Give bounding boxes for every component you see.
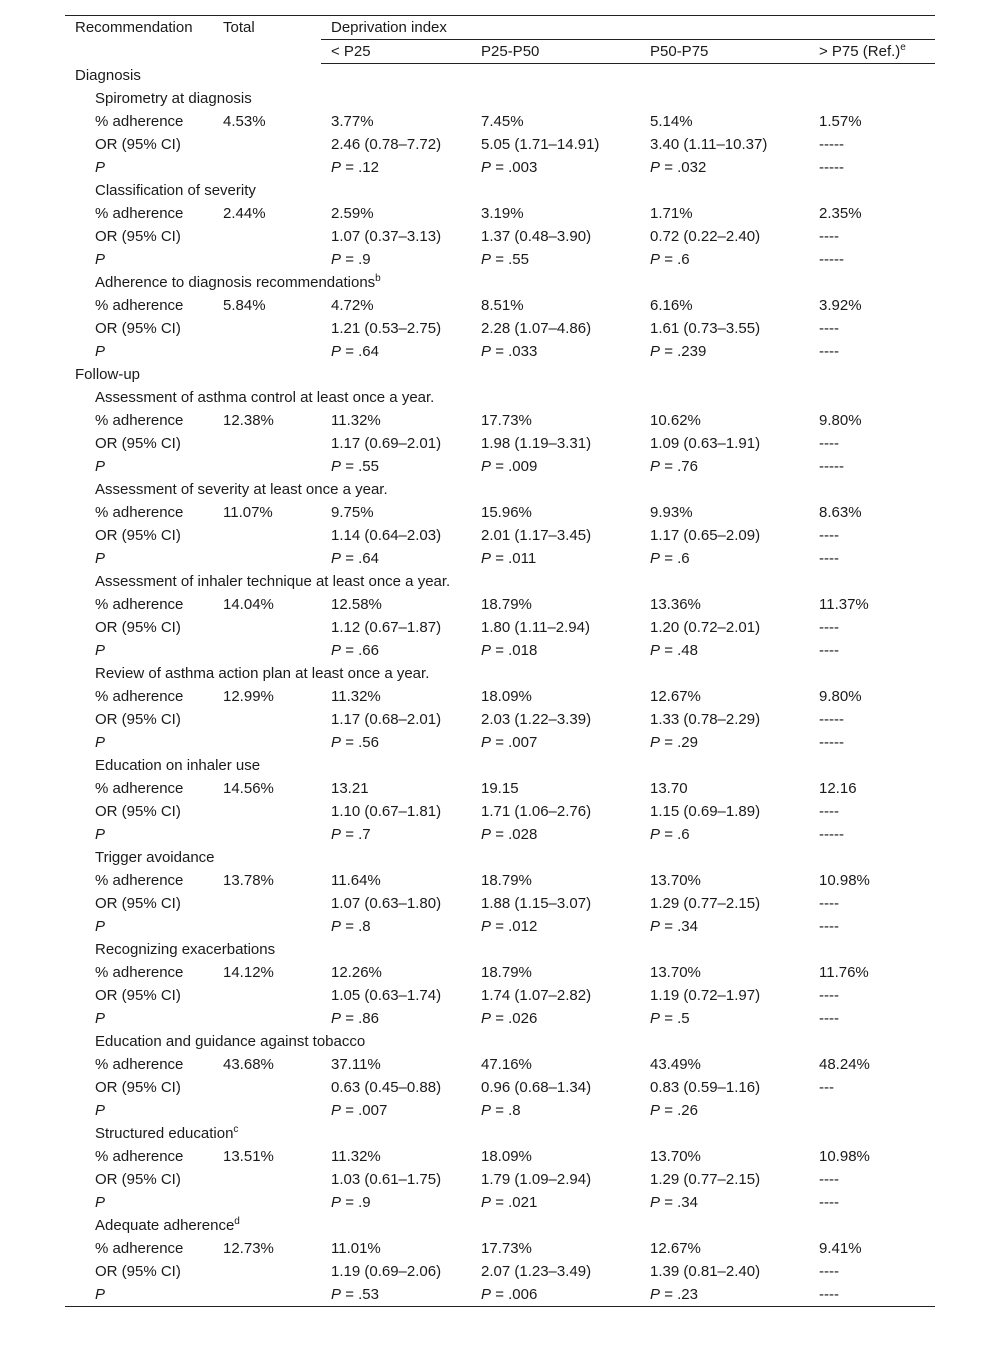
row-label: OR (95% CI) <box>95 619 181 636</box>
total-value: 12.73% <box>223 1240 274 1257</box>
adherence-value: 3.77% <box>331 113 374 130</box>
or-value: ---- <box>819 619 839 636</box>
item-title: Adequate adherence$^d$ <box>95 1216 240 1234</box>
adherence-value: 1.57% <box>819 113 862 130</box>
or-value: 1.05 (0.63–1.74) <box>331 987 442 1004</box>
p-value: P = .028 <box>481 826 538 843</box>
p-value: ---- <box>819 1010 839 1027</box>
p-value: ----- <box>819 159 844 176</box>
item-title-row <box>65 271 935 294</box>
row-label: % adherence <box>95 205 184 222</box>
or-row <box>65 708 935 731</box>
or-value: ---- <box>819 1263 839 1280</box>
item-title-row <box>65 478 935 501</box>
or-value: 1.29 (0.77–2.15) <box>650 1171 761 1188</box>
total-value: 14.56% <box>223 780 274 797</box>
row-label: P <box>95 918 106 935</box>
p-value: P = .012 <box>481 918 538 935</box>
p-value: P = .76 <box>650 458 698 475</box>
adherence-value: 18.79% <box>481 596 532 613</box>
or-row <box>65 800 935 823</box>
or-row <box>65 133 935 156</box>
total-value: 14.04% <box>223 596 274 613</box>
adherence-row <box>65 202 935 225</box>
adherence-value: 13.21 <box>331 780 369 797</box>
p-value: P = .34 <box>650 918 698 935</box>
adherence-value: 11.76% <box>819 964 869 981</box>
row-label: P <box>95 734 106 751</box>
p-value: ----- <box>819 734 844 751</box>
row-label: % adherence <box>95 596 184 613</box>
row-label: OR (95% CI) <box>95 435 181 452</box>
item-title: Recognizing exacerbations <box>95 941 276 958</box>
or-value: 0.83 (0.59–1.16) <box>650 1079 761 1096</box>
or-value: 1.61 (0.73–3.55) <box>650 320 761 337</box>
header-q2: P25-P50 <box>481 40 650 64</box>
or-row <box>65 1076 935 1099</box>
adherence-value: 37.11% <box>331 1056 381 1073</box>
adherence-value: 10.98% <box>819 872 870 889</box>
section-row <box>65 64 935 88</box>
p-value: P = .64 <box>331 550 379 567</box>
item-title: Education on inhaler use <box>95 757 261 774</box>
adherence-value: 9.41% <box>819 1240 862 1257</box>
or-row <box>65 1168 935 1191</box>
p-row <box>65 731 935 754</box>
row-label: OR (95% CI) <box>95 895 181 912</box>
or-row <box>65 616 935 639</box>
row-label: P <box>95 251 106 268</box>
adherence-value: 15.96% <box>481 504 532 521</box>
or-value: 1.12 (0.67–1.87) <box>331 619 442 636</box>
header-q1: < P25 <box>321 40 481 64</box>
row-label: OR (95% CI) <box>95 803 181 820</box>
section-row <box>65 363 935 386</box>
header-recommendation: Recommendation <box>65 16 223 40</box>
total-value: 4.53% <box>223 113 266 130</box>
adherence-value: 11.32% <box>331 688 381 705</box>
adherence-value: 11.37% <box>819 596 869 613</box>
or-value: 1.17 (0.65–2.09) <box>650 527 761 544</box>
or-value: 1.29 (0.77–2.15) <box>650 895 761 912</box>
or-value: 1.17 (0.68–2.01) <box>331 711 442 728</box>
p-value: P = .66 <box>331 642 379 659</box>
or-value: 1.07 (0.37–3.13) <box>331 228 442 245</box>
or-value: 1.88 (1.15–3.07) <box>481 895 592 912</box>
or-row <box>65 984 935 1007</box>
p-value: P = .8 <box>331 918 371 935</box>
adherence-value: 2.59% <box>331 205 374 222</box>
row-label: % adherence <box>95 297 184 314</box>
adherence-value: 9.93% <box>650 504 693 521</box>
p-row <box>65 248 935 271</box>
or-row <box>65 317 935 340</box>
row-label: OR (95% CI) <box>95 1171 181 1188</box>
p-value: ----- <box>819 458 844 475</box>
total-value: 5.84% <box>223 297 266 314</box>
item-title-row <box>65 1122 935 1145</box>
p-value: P = .55 <box>481 251 529 268</box>
adherence-value: 8.51% <box>481 297 524 314</box>
total-value: 12.99% <box>223 688 274 705</box>
adherence-value: 11.01% <box>331 1240 381 1257</box>
row-label: % adherence <box>95 113 184 130</box>
p-value: P = .64 <box>331 343 379 360</box>
adherence-value: 13.70% <box>650 1148 701 1165</box>
adherence-value: 13.36% <box>650 596 701 613</box>
row-label: P <box>95 642 106 659</box>
header-row-2 <box>65 40 935 64</box>
item-title-row <box>65 938 935 961</box>
total-value: 14.12% <box>223 964 274 981</box>
adherence-table <box>65 15 935 1307</box>
adherence-value: 18.79% <box>481 872 532 889</box>
or-value: ----- <box>819 711 844 728</box>
header-q3: P50-P75 <box>650 40 819 64</box>
row-label: % adherence <box>95 1148 184 1165</box>
adherence-row <box>65 110 935 133</box>
p-value: P = .56 <box>331 734 379 751</box>
p-value: ---- <box>819 642 839 659</box>
adherence-value: 9.80% <box>819 688 862 705</box>
adherence-value: 10.62% <box>650 412 701 429</box>
or-value: 2.28 (1.07–4.86) <box>481 320 592 337</box>
adherence-value: 18.09% <box>481 1148 532 1165</box>
or-value: 1.39 (0.81–2.40) <box>650 1263 761 1280</box>
adherence-row <box>65 294 935 317</box>
adherence-row <box>65 501 935 524</box>
or-value: --- <box>819 1079 834 1096</box>
or-value: ---- <box>819 1171 839 1188</box>
total-value: 13.51% <box>223 1148 274 1165</box>
adherence-value: 18.79% <box>481 964 532 981</box>
item-title: Assessment of inhaler technique at least once a year. <box>95 573 451 590</box>
p-row <box>65 639 935 662</box>
or-row <box>65 524 935 547</box>
or-value: 3.40 (1.11–10.37) <box>650 136 768 153</box>
adherence-value: 10.98% <box>819 1148 870 1165</box>
row-label: % adherence <box>95 412 184 429</box>
adherence-value: 13.70% <box>650 964 701 981</box>
p-value: ----- <box>819 826 844 843</box>
item-title-row <box>65 846 935 869</box>
adherence-value: 3.92% <box>819 297 862 314</box>
item-title-row <box>65 179 935 202</box>
adherence-value: 12.67% <box>650 688 701 705</box>
p-value: P = .29 <box>650 734 698 751</box>
p-value: ---- <box>819 343 839 360</box>
p-value: P = .011 <box>481 550 537 567</box>
or-value: ---- <box>819 895 839 912</box>
or-value: 2.07 (1.23–3.49) <box>481 1263 592 1280</box>
footnote-mark: b <box>375 273 381 284</box>
p-value: P = .6 <box>650 550 690 567</box>
p-value: P = .033 <box>481 343 538 360</box>
adherence-value: 11.32% <box>331 1148 381 1165</box>
adherence-value: 8.63% <box>819 504 862 521</box>
or-value: 1.09 (0.63–1.91) <box>650 435 761 452</box>
or-value: 1.20 (0.72–2.01) <box>650 619 761 636</box>
item-title-row <box>65 754 935 777</box>
p-value: P = .006 <box>481 1283 650 1307</box>
adherence-value: 17.73% <box>481 1240 532 1257</box>
row-label: OR (95% CI) <box>95 527 181 544</box>
or-value: 1.74 (1.07–2.82) <box>481 987 592 1004</box>
or-value: ---- <box>819 803 839 820</box>
header-deprivation-index: Deprivation index <box>321 16 935 40</box>
row-label: OR (95% CI) <box>95 1079 181 1096</box>
adherence-value: 6.16% <box>650 297 693 314</box>
p-value: P = .007 <box>331 1102 388 1119</box>
adherence-value: 47.16% <box>481 1056 532 1073</box>
adherence-value: 9.75% <box>331 504 374 521</box>
row-label: P <box>95 1102 106 1119</box>
item-title: Spirometry at diagnosis <box>95 90 252 107</box>
p-value: ---- <box>819 1283 935 1307</box>
adherence-value: 43.49% <box>650 1056 701 1073</box>
or-value: 0.72 (0.22–2.40) <box>650 228 761 245</box>
row-label: OR (95% CI) <box>95 228 181 245</box>
adherence-value: 11.64% <box>331 872 381 889</box>
or-value: ---- <box>819 435 839 452</box>
item-title: Adherence to diagnosis recommendations$^b$ <box>95 273 381 291</box>
adherence-row <box>65 1145 935 1168</box>
or-row <box>65 225 935 248</box>
p-value: P = .6 <box>650 251 690 268</box>
section-title: Diagnosis <box>75 67 141 84</box>
item-title-row <box>65 1030 935 1053</box>
adherence-row <box>65 409 935 432</box>
total-value: 2.44% <box>223 205 266 222</box>
adherence-row <box>65 1237 935 1260</box>
or-value: 1.15 (0.69–1.89) <box>650 803 761 820</box>
adherence-value: 3.19% <box>481 205 524 222</box>
or-value: 1.10 (0.67–1.81) <box>331 803 442 820</box>
adherence-value: 12.16 <box>819 780 857 797</box>
or-value: 1.71 (1.06–2.76) <box>481 803 592 820</box>
row-label: OR (95% CI) <box>95 1263 181 1280</box>
or-value: 1.98 (1.19–3.31) <box>481 435 592 452</box>
row-label: % adherence <box>95 688 184 705</box>
row-label: % adherence <box>95 780 184 797</box>
item-title-row <box>65 1214 935 1237</box>
or-value: 1.80 (1.11–2.94) <box>481 619 590 636</box>
p-value: P = .12 <box>331 159 379 176</box>
adherence-row <box>65 593 935 616</box>
p-row <box>65 915 935 938</box>
adherence-value: 7.45% <box>481 113 524 130</box>
header-row-1 <box>65 16 935 40</box>
or-value: 1.79 (1.09–2.94) <box>481 1171 592 1188</box>
p-value: P = .5 <box>650 1010 690 1027</box>
adherence-value: 19.15 <box>481 780 519 797</box>
p-row <box>65 1099 935 1122</box>
row-label: % adherence <box>95 1240 184 1257</box>
p-value: P = .007 <box>481 734 538 751</box>
row-label: P <box>95 458 106 475</box>
p-value: ---- <box>819 550 839 567</box>
adherence-value: 1.71% <box>650 205 693 222</box>
or-value: 1.03 (0.61–1.75) <box>331 1171 442 1188</box>
item-title: Structured education$^c$ <box>95 1124 239 1142</box>
or-value: 2.01 (1.17–3.45) <box>481 527 592 544</box>
row-label: P <box>95 1010 106 1027</box>
or-value: 2.46 (0.78–7.72) <box>331 136 442 153</box>
total-value: 11.07% <box>223 504 273 521</box>
row-label: OR (95% CI) <box>95 987 181 1004</box>
p-value: P = .009 <box>481 458 538 475</box>
or-value: ---- <box>819 987 839 1004</box>
or-value: 1.21 (0.53–2.75) <box>331 320 442 337</box>
p-row <box>65 823 935 846</box>
or-value: 2.03 (1.22–3.39) <box>481 711 592 728</box>
p-row <box>65 1007 935 1030</box>
or-value: 1.19 (0.72–1.97) <box>650 987 761 1004</box>
row-label: OR (95% CI) <box>95 320 181 337</box>
p-row <box>65 547 935 570</box>
p-value: P = .48 <box>650 642 698 659</box>
header-q4: > P75 $(Ref.)^e$ <box>819 40 935 64</box>
or-value: ---- <box>819 228 839 245</box>
p-value: P = .032 <box>650 159 707 176</box>
p-value: P = .55 <box>331 458 379 475</box>
footnote-mark: c <box>233 1124 239 1135</box>
row-label: OR (95% CI) <box>95 711 181 728</box>
item-title: Review of asthma action plan at least once a year. <box>95 665 430 682</box>
total-value: 13.78% <box>223 872 274 889</box>
item-title-row <box>65 87 935 110</box>
row-label: P <box>95 1194 106 1211</box>
or-value: ----- <box>819 136 844 153</box>
or-value: 1.37 (0.48–3.90) <box>481 228 592 245</box>
adherence-value: 12.67% <box>650 1240 701 1257</box>
p-value: P = .003 <box>481 159 538 176</box>
row-label: % adherence <box>95 1056 184 1073</box>
p-value: P = .53 <box>321 1283 481 1307</box>
adherence-value: 13.70% <box>650 872 701 889</box>
adherence-row <box>65 961 935 984</box>
p-row <box>65 156 935 179</box>
p-value: P = .026 <box>481 1010 538 1027</box>
item-title: Assessment of asthma control at least once a year. <box>95 389 435 406</box>
adherence-value: 12.58% <box>331 596 382 613</box>
adherence-value: 5.14% <box>650 113 693 130</box>
row-label: P <box>95 159 106 176</box>
p-value: P = .34 <box>650 1194 698 1211</box>
item-title: Trigger avoidance <box>95 849 215 866</box>
footnote-mark: d <box>234 1216 240 1227</box>
p-row <box>65 1283 935 1307</box>
header-total: Total <box>223 16 321 40</box>
or-value: 1.07 (0.63–1.80) <box>331 895 442 912</box>
p-value: P = .9 <box>331 251 371 268</box>
p-value: ---- <box>819 918 839 935</box>
adherence-row <box>65 869 935 892</box>
adherence-value: 48.24% <box>819 1056 870 1073</box>
p-value: P = .7 <box>331 826 371 843</box>
adherence-value: 13.70 <box>650 780 688 797</box>
p-value <box>819 1099 935 1122</box>
p-value: P = .9 <box>331 1194 371 1211</box>
item-title-row <box>65 662 935 685</box>
item-title: Education and guidance against tobacco <box>95 1033 366 1050</box>
p-value: P = .239 <box>650 343 707 360</box>
item-title-row <box>65 386 935 409</box>
adherence-row <box>65 777 935 800</box>
adherence-value: 2.35% <box>819 205 862 222</box>
row-label: % adherence <box>95 964 184 981</box>
total-value: 12.38% <box>223 412 274 429</box>
p-row <box>65 455 935 478</box>
p-value: P = .86 <box>331 1010 379 1027</box>
row-label: P <box>95 550 106 567</box>
or-value: 0.96 (0.68–1.34) <box>481 1079 592 1096</box>
or-value: ---- <box>819 527 839 544</box>
or-value: ---- <box>819 320 839 337</box>
p-row <box>65 1191 935 1214</box>
or-value: 0.63 (0.45–0.88) <box>331 1079 442 1096</box>
adherence-value: 11.32% <box>331 412 381 429</box>
p-value: P = .23 <box>650 1283 819 1307</box>
p-value: P = .021 <box>481 1194 538 1211</box>
item-title: Classification of severity <box>95 182 256 199</box>
or-value: 1.17 (0.69–2.01) <box>331 435 442 452</box>
or-row <box>65 892 935 915</box>
p-value: P = .018 <box>481 642 538 659</box>
p-value: ---- <box>819 1194 839 1211</box>
p-row <box>65 340 935 363</box>
adherence-value: 4.72% <box>331 297 374 314</box>
row-label: OR (95% CI) <box>95 136 181 153</box>
p-value: ----- <box>819 251 844 268</box>
adherence-value: 9.80% <box>819 412 862 429</box>
or-value: 5.05 (1.71–14.91) <box>481 136 600 153</box>
item-title-row <box>65 570 935 593</box>
adherence-value: 17.73% <box>481 412 532 429</box>
p-value: P = .8 <box>481 1102 521 1119</box>
row-label: P <box>95 343 106 360</box>
row-label: P <box>65 1283 223 1307</box>
item-title: Assessment of severity at least once a year. <box>95 481 388 498</box>
p-value: P = .26 <box>650 1102 698 1119</box>
row-label: P <box>95 826 106 843</box>
or-value: 1.33 (0.78–2.29) <box>650 711 761 728</box>
p-value: P = .6 <box>650 826 690 843</box>
or-value: 1.14 (0.64–2.03) <box>331 527 442 544</box>
or-row <box>65 432 935 455</box>
section-title: Follow-up <box>75 366 141 383</box>
or-value: 1.19 (0.69–2.06) <box>331 1263 442 1280</box>
adherence-value: 12.26% <box>331 964 382 981</box>
row-label: % adherence <box>95 872 184 889</box>
or-row <box>65 1260 935 1283</box>
adherence-row <box>65 685 935 708</box>
adherence-row <box>65 1053 935 1076</box>
total-value: 43.68% <box>223 1056 274 1073</box>
row-label: % adherence <box>95 504 184 521</box>
adherence-value: 18.09% <box>481 688 532 705</box>
